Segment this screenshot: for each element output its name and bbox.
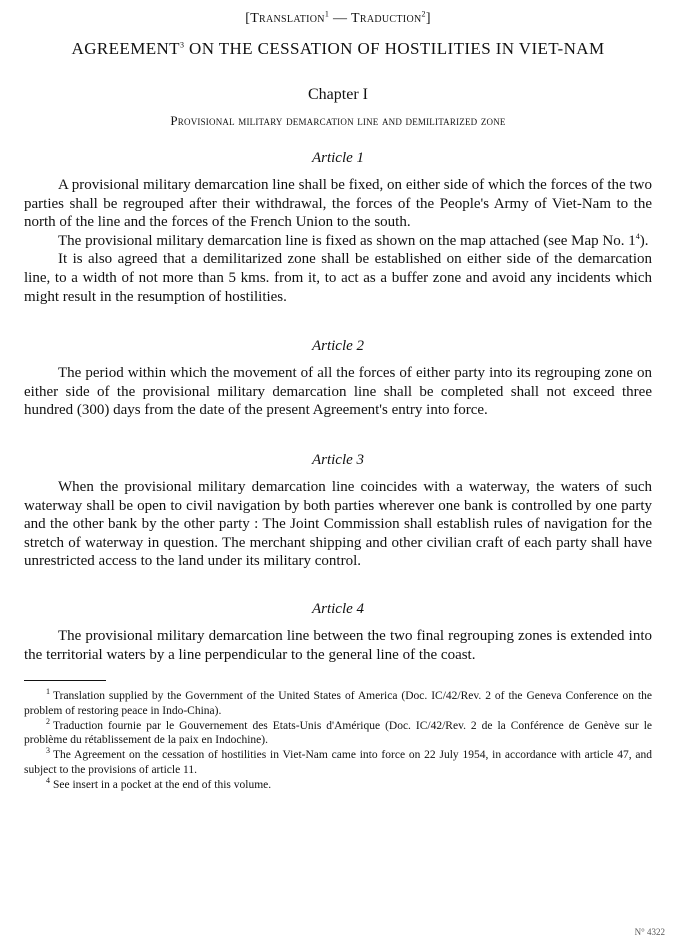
header-footnote-ref-1: 1 bbox=[324, 9, 330, 19]
footnote-1 bbox=[24, 689, 652, 719]
footnote-divider bbox=[24, 680, 106, 681]
footnote-2-text: Traduction fournie par le Gouvernement des Etats-Unis d'Amérique (Doc. IC/42/Rev. 2 de la Conférence de Genève sur le problème du rétablissement de la paix en Indochine). bbox=[24, 719, 652, 747]
article-4-title: Article 4 bbox=[311, 600, 365, 617]
footnote-4 bbox=[24, 778, 652, 793]
footnote-3-text: The Agreement on the cessation of hostilities in Viet-Nam came into force on 22 July 1954, in accordance with article 47, and subject to the provisions of article 11. bbox=[24, 749, 652, 777]
footnote-2 bbox=[24, 716, 652, 749]
article-1-paragraph-1: A provisional military demarcation line shall be fixed, on either side of which the forces of the two parties shall be regrouped after their withdrawal, the forces of the People's Army of Viet-Nam to the north of the line and the forces of the French Union to the south. bbox=[24, 177, 652, 231]
article-3-body bbox=[24, 478, 652, 571]
article-2-title: Article 2 bbox=[311, 338, 365, 355]
footnote-4-text: See insert in a pocket at the end of this volume. bbox=[53, 778, 272, 791]
header-footnote-ref-2: 2 bbox=[421, 9, 426, 19]
page-number: N° 4322 bbox=[634, 927, 665, 937]
footnote-3 bbox=[24, 748, 652, 778]
document-page bbox=[24, 6, 652, 793]
header-traduction: Traduction bbox=[351, 11, 422, 26]
footnote-4-mark: 4 bbox=[46, 776, 50, 786]
article-3-paragraph-1: When the provisional military demarcation line coincides with a waterway, the waters of such waterway shall be open to civil navigation by both parties wherever one bank is controlled by one party and the other bank by the other party : The Joint Commission shall establish rules of navigation for the stretch of waterway in question. The merchant shipping and other civilian craft of each party shall have unrestricted access to the land under its military control. bbox=[24, 478, 652, 570]
translation-header: [Translation$^1$ — Traduction$^2$] bbox=[245, 9, 431, 26]
chapter-subtitle: Provisional military demarcation line and demilitarized zone bbox=[170, 113, 506, 128]
article-3-title: Article 3 bbox=[311, 451, 365, 468]
article-1-paragraph-map bbox=[24, 232, 652, 251]
article-2-body bbox=[24, 364, 652, 420]
article-1-paragraph-3: It is also agreed that a demilitarized zone shall be established on either side of the demarcation line, to a width of not more than 5 kms. from it, to act as a buffer zone and avoid any incidents which might result in the resumption of hostilities. bbox=[24, 251, 652, 305]
footnote-3-mark: 3 bbox=[46, 746, 50, 756]
article-4-body bbox=[24, 627, 652, 664]
map-text-a: The provisional military demarcation line is fixed as shown on the map attached (see Map No. 1 bbox=[58, 232, 636, 249]
footnote-2-mark: 2 bbox=[46, 716, 50, 726]
footnotes bbox=[24, 689, 652, 793]
map-footnote-ref: 4 bbox=[635, 231, 640, 241]
map-text-b: ). bbox=[639, 232, 649, 249]
header-translation: Translation bbox=[250, 11, 325, 26]
article-4-paragraph-1: The provisional military demarcation line between the two final regrouping zones is extended into the territorial waters by a line perpendicular to the general line of the coast. bbox=[24, 627, 652, 663]
header-separator: — bbox=[329, 11, 352, 26]
article-2-paragraph-1: The period within which the movement of all the forces of either party into its regrouping zone on either side of the provisional military demarcation line shall be completed shall not exceed three hundred (300) days from the date of the present Agreement's entry into force. bbox=[24, 365, 652, 419]
chapter-label: Chapter I bbox=[308, 86, 368, 103]
title-part-b: ON THE CESSATION OF HOSTILITIES IN VIET-NAM bbox=[184, 39, 605, 58]
footnote-1-text: Translation supplied by the Government of the United States of America (Doc. IC/42/Rev. 2 of the Geneva Conference on the problem of restoring peace in Indo-China). bbox=[24, 690, 652, 717]
footnote-1-mark: 1 bbox=[46, 687, 50, 697]
document-title bbox=[24, 38, 652, 60]
article-1-title: Article 1 bbox=[311, 150, 365, 166]
title-part-a: AGREEMENT bbox=[71, 39, 180, 58]
title-footnote-ref: 3 bbox=[179, 40, 185, 50]
article-1-body bbox=[24, 176, 652, 306]
